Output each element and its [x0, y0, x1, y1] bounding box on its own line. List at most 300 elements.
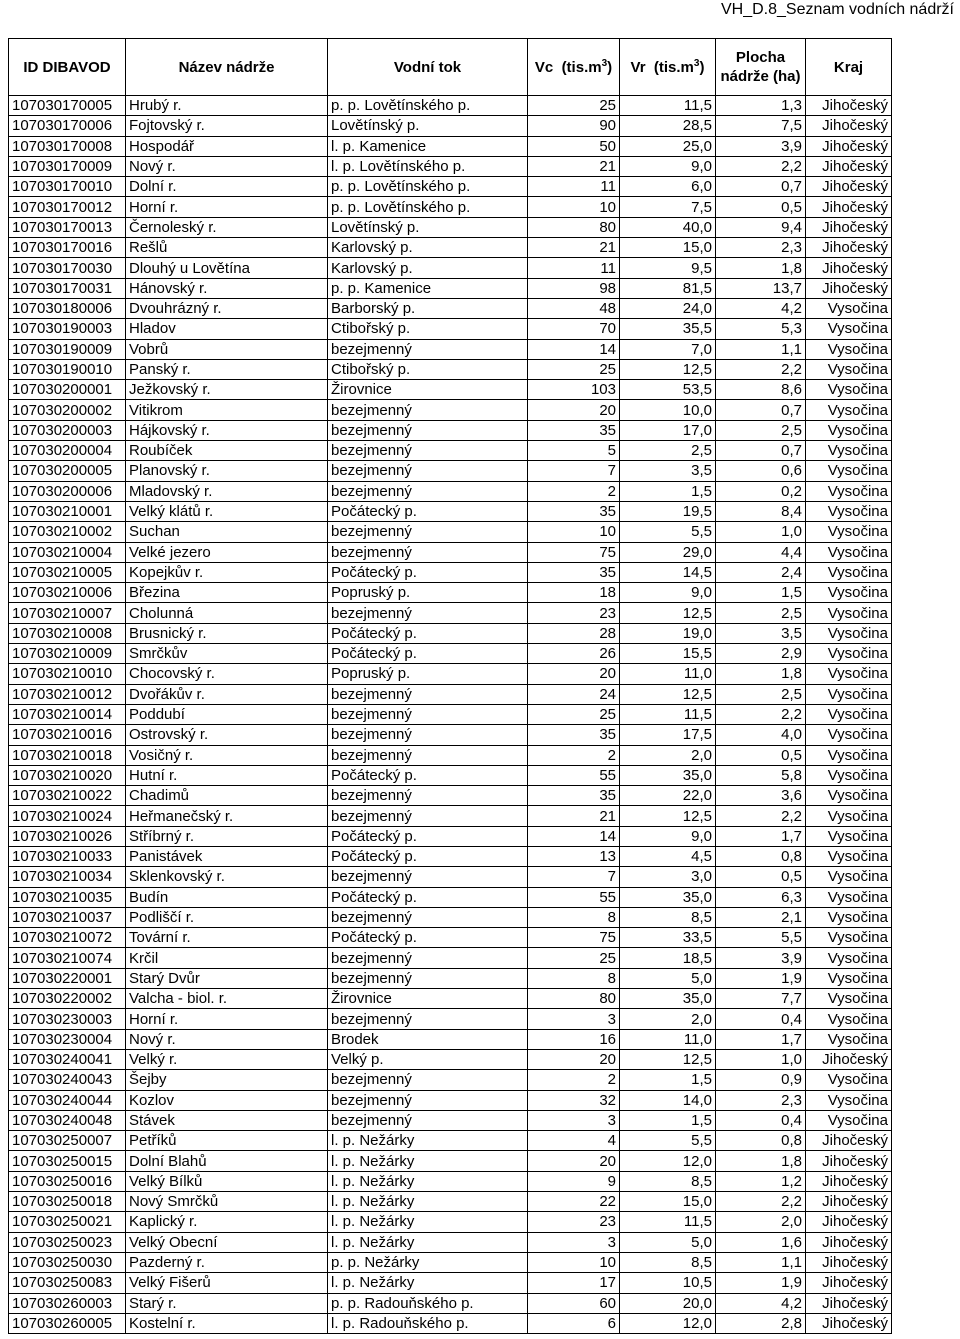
cell-tok: Počátecký p.	[328, 562, 528, 582]
cell-vr: 11,0	[620, 1029, 716, 1049]
cell-nazev: Krčil	[126, 948, 328, 968]
cell-vr: 3,0	[620, 867, 716, 887]
cell-vr: 22,0	[620, 786, 716, 806]
cell-vc: 6	[528, 1313, 620, 1333]
table-row	[9, 989, 892, 1009]
table-row	[9, 583, 892, 603]
cell-vc: 18	[528, 583, 620, 603]
table-row	[9, 217, 892, 237]
cell-vc: 10	[528, 522, 620, 542]
cell-vr: 12,5	[620, 603, 716, 623]
header-id: ID DIBAVOD	[9, 39, 126, 96]
cell-id: 107030220001	[9, 968, 126, 988]
cell-vr: 9,0	[620, 826, 716, 846]
cell-tok: Žirovnice	[328, 989, 528, 1009]
cell-nazev: Panistávek	[126, 846, 328, 866]
cell-tok: Ctibořský p.	[328, 319, 528, 339]
cell-kraj: Jihočeský	[806, 278, 892, 298]
cell-vr: 40,0	[620, 217, 716, 237]
cell-nazev: Velký klátů r.	[126, 501, 328, 521]
cell-plocha: 1,7	[716, 1029, 806, 1049]
cell-nazev: Planovský r.	[126, 461, 328, 481]
cell-vr: 17,0	[620, 420, 716, 440]
cell-kraj: Vysočina	[806, 603, 892, 623]
cell-tok: bezejmenný	[328, 603, 528, 623]
cell-tok: Žirovnice	[328, 380, 528, 400]
cell-tok: bezejmenný	[328, 725, 528, 745]
cell-vc: 16	[528, 1029, 620, 1049]
cell-plocha: 2,2	[716, 156, 806, 176]
cell-id: 107030250018	[9, 1192, 126, 1212]
cell-vc: 14	[528, 339, 620, 359]
table-row	[9, 501, 892, 521]
cell-plocha: 0,4	[716, 1110, 806, 1130]
cell-id: 107030210072	[9, 928, 126, 948]
cell-kraj: Vysočina	[806, 887, 892, 907]
cell-plocha: 8,4	[716, 501, 806, 521]
cell-nazev: Hánovský r.	[126, 278, 328, 298]
table-row	[9, 1151, 892, 1171]
header-vc	[528, 39, 620, 96]
cell-plocha: 4,2	[716, 298, 806, 318]
cell-vr: 11,0	[620, 664, 716, 684]
table-row	[9, 298, 892, 318]
cell-tok: Počátecký p.	[328, 826, 528, 846]
cell-id: 107030210074	[9, 948, 126, 968]
cell-vr: 35,0	[620, 989, 716, 1009]
cell-tok: bezejmenný	[328, 806, 528, 826]
cell-vr: 14,5	[620, 562, 716, 582]
header-vr-unit: (tis.m	[653, 58, 694, 76]
cell-id: 107030210034	[9, 867, 126, 887]
cell-kraj: Vysočina	[806, 806, 892, 826]
cell-plocha: 3,9	[716, 948, 806, 968]
cell-vr: 28,5	[620, 116, 716, 136]
cell-vr: 1,5	[620, 1110, 716, 1130]
cell-nazev: Nový r.	[126, 1029, 328, 1049]
cell-nazev: Hospodář	[126, 136, 328, 156]
cell-kraj: Jihočeský	[806, 1049, 892, 1069]
cell-vr: 6,0	[620, 177, 716, 197]
cell-id: 107030200002	[9, 400, 126, 420]
cell-vc: 25	[528, 359, 620, 379]
header-plocha: Plocha nádrže (ha)	[716, 39, 806, 96]
cell-plocha: 0,2	[716, 481, 806, 501]
table-row	[9, 319, 892, 339]
cell-vr: 12,5	[620, 806, 716, 826]
cell-plocha: 5,5	[716, 928, 806, 948]
cell-nazev: Sklenkovský r.	[126, 867, 328, 887]
cell-tok: bezejmenný	[328, 907, 528, 927]
table-row	[9, 644, 892, 664]
cell-plocha: 1,1	[716, 339, 806, 359]
cell-id: 107030250083	[9, 1273, 126, 1293]
cell-plocha: 2,2	[716, 359, 806, 379]
cell-vc: 70	[528, 319, 620, 339]
cell-tok: l. p. Nežárky	[328, 1131, 528, 1151]
cell-kraj: Vysočina	[806, 989, 892, 1009]
cell-vc: 7	[528, 867, 620, 887]
cell-id: 107030210010	[9, 664, 126, 684]
table-row	[9, 116, 892, 136]
cell-id: 107030210012	[9, 684, 126, 704]
cell-nazev: Horní r.	[126, 1009, 328, 1029]
cell-kraj: Vysočina	[806, 745, 892, 765]
table-row	[9, 1171, 892, 1191]
cell-kraj: Jihočeský	[806, 136, 892, 156]
cell-id: 107030230003	[9, 1009, 126, 1029]
cell-kraj: Jihočeský	[806, 197, 892, 217]
cell-plocha: 3,5	[716, 623, 806, 643]
cell-vc: 14	[528, 826, 620, 846]
cell-nazev: Vitikrom	[126, 400, 328, 420]
cell-tok: bezejmenný	[328, 522, 528, 542]
cell-vc: 98	[528, 278, 620, 298]
cell-kraj: Vysočina	[806, 826, 892, 846]
cell-vr: 14,0	[620, 1090, 716, 1110]
table-row	[9, 1070, 892, 1090]
table-row	[9, 1049, 892, 1069]
cell-vc: 2	[528, 1070, 620, 1090]
cell-vr: 81,5	[620, 278, 716, 298]
header-vc-unit-exp: 3	[601, 57, 608, 69]
cell-id: 107030250007	[9, 1131, 126, 1151]
cell-vc: 24	[528, 684, 620, 704]
cell-kraj: Jihočeský	[806, 116, 892, 136]
cell-tok: bezejmenný	[328, 684, 528, 704]
cell-tok: Barborský p.	[328, 298, 528, 318]
cell-tok: bezejmenný	[328, 1070, 528, 1090]
cell-plocha: 8,6	[716, 380, 806, 400]
cell-nazev: Ostrovský r.	[126, 725, 328, 745]
table-row	[9, 1110, 892, 1130]
cell-id: 107030190010	[9, 359, 126, 379]
cell-kraj: Jihočeský	[806, 177, 892, 197]
cell-vr: 20,0	[620, 1293, 716, 1313]
cell-plocha: 1,6	[716, 1232, 806, 1252]
cell-vr: 5,5	[620, 522, 716, 542]
cell-id: 107030170013	[9, 217, 126, 237]
cell-plocha: 7,5	[716, 116, 806, 136]
header-vc-unit: (tis.m	[561, 58, 602, 76]
table-row	[9, 1131, 892, 1151]
cell-id: 107030200006	[9, 481, 126, 501]
cell-nazev: Heřmanečský r.	[126, 806, 328, 826]
cell-kraj: Vysočina	[806, 1110, 892, 1130]
cell-vc: 20	[528, 664, 620, 684]
cell-vc: 2	[528, 481, 620, 501]
table-row	[9, 1252, 892, 1272]
cell-id: 107030170006	[9, 116, 126, 136]
cell-vr: 12,5	[620, 359, 716, 379]
cell-id: 107030200003	[9, 420, 126, 440]
cell-tok: bezejmenný	[328, 461, 528, 481]
cell-plocha: 0,6	[716, 461, 806, 481]
cell-id: 107030210020	[9, 765, 126, 785]
cell-vc: 103	[528, 380, 620, 400]
cell-vr: 2,5	[620, 441, 716, 461]
cell-nazev: Smrčkův	[126, 644, 328, 664]
cell-id: 107030240048	[9, 1110, 126, 1130]
cell-id: 107030170030	[9, 258, 126, 278]
cell-id: 107030170016	[9, 238, 126, 258]
table-row	[9, 441, 892, 461]
cell-kraj: Jihočeský	[806, 258, 892, 278]
cell-tok: Lovětínský p.	[328, 217, 528, 237]
cell-tok: bezejmenný	[328, 867, 528, 887]
cell-id: 107030210006	[9, 583, 126, 603]
cell-id: 107030170010	[9, 177, 126, 197]
table-row	[9, 948, 892, 968]
cell-vc: 26	[528, 644, 620, 664]
cell-plocha: 0,7	[716, 400, 806, 420]
cell-nazev: Hutní r.	[126, 765, 328, 785]
cell-vr: 7,0	[620, 339, 716, 359]
cell-tok: bezejmenný	[328, 339, 528, 359]
cell-plocha: 1,3	[716, 96, 806, 116]
cell-vc: 21	[528, 238, 620, 258]
cell-id: 107030180006	[9, 298, 126, 318]
cell-id: 107030170012	[9, 197, 126, 217]
cell-plocha: 2,4	[716, 562, 806, 582]
cell-id: 107030210024	[9, 806, 126, 826]
cell-id: 107030170031	[9, 278, 126, 298]
table-row	[9, 664, 892, 684]
cell-plocha: 4,0	[716, 725, 806, 745]
cell-kraj: Vysočina	[806, 400, 892, 420]
table-row	[9, 725, 892, 745]
header-vc-unit-close: )	[607, 58, 613, 76]
cell-vr: 33,5	[620, 928, 716, 948]
cell-plocha: 0,5	[716, 745, 806, 765]
cell-kraj: Vysočina	[806, 522, 892, 542]
cell-kraj: Vysočina	[806, 684, 892, 704]
cell-tok: p. p. Lovětínského p.	[328, 177, 528, 197]
cell-tok: bezejmenný	[328, 948, 528, 968]
cell-kraj: Vysočina	[806, 644, 892, 664]
cell-nazev: Vosičný r.	[126, 745, 328, 765]
cell-vc: 60	[528, 1293, 620, 1313]
cell-nazev: Chadimů	[126, 786, 328, 806]
cell-nazev: Tovární r.	[126, 928, 328, 948]
cell-vc: 3	[528, 1110, 620, 1130]
cell-vr: 12,0	[620, 1151, 716, 1171]
cell-vr: 18,5	[620, 948, 716, 968]
table-row	[9, 1232, 892, 1252]
cell-vr: 11,5	[620, 96, 716, 116]
cell-tok: p. p. Kamenice	[328, 278, 528, 298]
table-header-row	[9, 39, 892, 96]
cell-kraj: Vysočina	[806, 623, 892, 643]
cell-id: 107030220002	[9, 989, 126, 1009]
cell-plocha: 1,0	[716, 522, 806, 542]
table-row	[9, 481, 892, 501]
cell-plocha: 0,7	[716, 177, 806, 197]
cell-id: 107030210001	[9, 501, 126, 521]
cell-id: 107030170008	[9, 136, 126, 156]
cell-id: 107030210018	[9, 745, 126, 765]
cell-nazev: Vobrů	[126, 339, 328, 359]
cell-tok: Karlovský p.	[328, 238, 528, 258]
cell-vr: 25,0	[620, 136, 716, 156]
cell-kraj: Jihočeský	[806, 1232, 892, 1252]
cell-vr: 12,5	[620, 684, 716, 704]
cell-plocha: 0,8	[716, 846, 806, 866]
cell-vc: 55	[528, 887, 620, 907]
cell-kraj: Vysočina	[806, 765, 892, 785]
cell-nazev: Podliščí r.	[126, 907, 328, 927]
cell-nazev: Velký Obecní	[126, 1232, 328, 1252]
cell-nazev: Cholunná	[126, 603, 328, 623]
cell-vc: 55	[528, 765, 620, 785]
cell-plocha: 1,9	[716, 1273, 806, 1293]
cell-kraj: Jihočeský	[806, 156, 892, 176]
table-row	[9, 136, 892, 156]
cell-id: 107030210002	[9, 522, 126, 542]
cell-vr: 1,5	[620, 1070, 716, 1090]
cell-vr: 10,0	[620, 400, 716, 420]
cell-tok: Počátecký p.	[328, 887, 528, 907]
cell-vr: 9,0	[620, 156, 716, 176]
cell-kraj: Vysočina	[806, 481, 892, 501]
cell-vr: 3,5	[620, 461, 716, 481]
cell-plocha: 4,4	[716, 542, 806, 562]
table-row	[9, 806, 892, 826]
table-row	[9, 603, 892, 623]
cell-vc: 9	[528, 1171, 620, 1191]
cell-tok: Ctibořský p.	[328, 359, 528, 379]
table-row	[9, 96, 892, 116]
cell-kraj: Vysočina	[806, 298, 892, 318]
cell-plocha: 0,8	[716, 1131, 806, 1151]
cell-tok: bezejmenný	[328, 400, 528, 420]
cell-nazev: Březina	[126, 583, 328, 603]
table-row	[9, 1192, 892, 1212]
reservoir-table	[8, 38, 892, 1334]
cell-plocha: 2,0	[716, 1212, 806, 1232]
cell-plocha: 9,4	[716, 217, 806, 237]
cell-tok: bezejmenný	[328, 968, 528, 988]
header-kraj: Kraj	[806, 39, 892, 96]
cell-vr: 11,5	[620, 1212, 716, 1232]
cell-vr: 53,5	[620, 380, 716, 400]
cell-nazev: Budín	[126, 887, 328, 907]
cell-nazev: Roubíček	[126, 441, 328, 461]
cell-tok: p. p. Radouňského p.	[328, 1293, 528, 1313]
cell-kraj: Vysočina	[806, 1070, 892, 1090]
cell-id: 107030170005	[9, 96, 126, 116]
cell-nazev: Hrubý r.	[126, 96, 328, 116]
cell-nazev: Petříků	[126, 1131, 328, 1151]
cell-tok: l. p. Kamenice	[328, 136, 528, 156]
table-row	[9, 238, 892, 258]
cell-vc: 2	[528, 745, 620, 765]
cell-tok: bezejmenný	[328, 441, 528, 461]
cell-vc: 17	[528, 1273, 620, 1293]
cell-nazev: Kaplický r.	[126, 1212, 328, 1232]
cell-tok: l. p. Nežárky	[328, 1151, 528, 1171]
cell-vc: 28	[528, 623, 620, 643]
cell-nazev: Stávek	[126, 1110, 328, 1130]
cell-kraj: Vysočina	[806, 441, 892, 461]
header-vr-unit-close: )	[699, 58, 705, 76]
cell-nazev: Kozlov	[126, 1090, 328, 1110]
cell-vc: 8	[528, 968, 620, 988]
cell-nazev: Hájkovský r.	[126, 420, 328, 440]
cell-nazev: Valcha - biol. r.	[126, 989, 328, 1009]
cell-tok: bezejmenný	[328, 420, 528, 440]
table-row	[9, 339, 892, 359]
cell-vc: 35	[528, 562, 620, 582]
cell-vr: 1,5	[620, 481, 716, 501]
cell-nazev: Chocovský r.	[126, 664, 328, 684]
cell-vr: 2,0	[620, 745, 716, 765]
header-nazev: Název nádrže	[126, 39, 328, 96]
cell-vc: 23	[528, 603, 620, 623]
table-row	[9, 380, 892, 400]
cell-kraj: Vysočina	[806, 704, 892, 724]
cell-tok: Počátecký p.	[328, 928, 528, 948]
cell-tok: bezejmenný	[328, 481, 528, 501]
table-row	[9, 704, 892, 724]
cell-vr: 19,0	[620, 623, 716, 643]
cell-nazev: Nový Smrčků	[126, 1192, 328, 1212]
cell-vr: 7,5	[620, 197, 716, 217]
cell-nazev: Suchan	[126, 522, 328, 542]
cell-vc: 80	[528, 217, 620, 237]
cell-vc: 8	[528, 907, 620, 927]
cell-plocha: 2,5	[716, 603, 806, 623]
cell-id: 107030200001	[9, 380, 126, 400]
cell-id: 107030210022	[9, 786, 126, 806]
cell-vc: 3	[528, 1009, 620, 1029]
cell-vc: 20	[528, 1151, 620, 1171]
cell-kraj: Vysočina	[806, 725, 892, 745]
cell-vc: 32	[528, 1090, 620, 1110]
cell-id: 107030240043	[9, 1070, 126, 1090]
cell-nazev: Velký Bílků	[126, 1171, 328, 1191]
cell-kraj: Jihočeský	[806, 1151, 892, 1171]
cell-vc: 48	[528, 298, 620, 318]
cell-vc: 90	[528, 116, 620, 136]
cell-nazev: Fojtovský r.	[126, 116, 328, 136]
cell-kraj: Vysočina	[806, 359, 892, 379]
table-row	[9, 745, 892, 765]
cell-plocha: 0,5	[716, 197, 806, 217]
cell-vr: 35,5	[620, 319, 716, 339]
cell-vr: 17,5	[620, 725, 716, 745]
cell-vr: 4,5	[620, 846, 716, 866]
table-row	[9, 867, 892, 887]
cell-plocha: 2,2	[716, 806, 806, 826]
cell-vc: 10	[528, 197, 620, 217]
table-row	[9, 562, 892, 582]
cell-kraj: Vysočina	[806, 786, 892, 806]
cell-vr: 15,5	[620, 644, 716, 664]
cell-id: 107030210016	[9, 725, 126, 745]
table-row	[9, 197, 892, 217]
cell-id: 107030250016	[9, 1171, 126, 1191]
cell-plocha: 2,8	[716, 1313, 806, 1333]
cell-kraj: Jihočeský	[806, 1131, 892, 1151]
cell-kraj: Vysočina	[806, 1029, 892, 1049]
cell-plocha: 1,9	[716, 968, 806, 988]
cell-vc: 35	[528, 725, 620, 745]
cell-plocha: 5,3	[716, 319, 806, 339]
cell-nazev: Kostelní r.	[126, 1313, 328, 1333]
cell-id: 107030190003	[9, 319, 126, 339]
table-row	[9, 907, 892, 927]
